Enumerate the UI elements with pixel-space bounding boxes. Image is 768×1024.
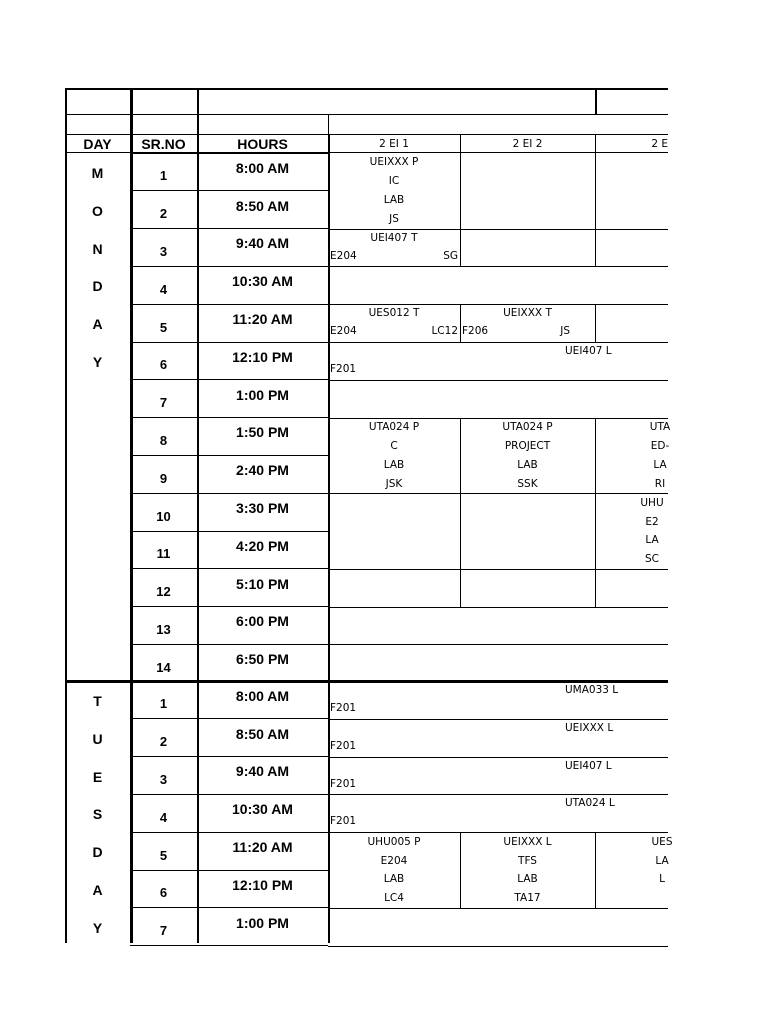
header-group-divider xyxy=(595,88,597,115)
tuesday-slot-number: 5 xyxy=(159,847,168,863)
monday-project-lab-line-3: LAB xyxy=(517,458,538,471)
tuesday-tfs-lab-line-2: TFS xyxy=(518,854,537,867)
monday-slot-time: 3:30 PM xyxy=(236,500,289,517)
tuesday-tfs-lab-line-1: UEIXXX L xyxy=(503,835,552,848)
monday-slot-time: 8:50 AM xyxy=(235,197,290,214)
monday-slot-time: 4:20 PM xyxy=(236,537,289,554)
tuesday-day-letter: Y xyxy=(92,919,103,936)
tuesday-slot-time: 8:00 AM xyxy=(235,687,290,704)
monday-c-lab-line-4: JSK xyxy=(385,477,403,490)
monday-ic-lab-line-4: JS xyxy=(389,213,399,226)
group-divider xyxy=(595,134,596,153)
hours-column-border xyxy=(328,114,329,134)
monday-slot-number: 6 xyxy=(159,357,168,373)
tuesday-slot-number: 1 xyxy=(159,696,168,712)
group-divider xyxy=(460,569,461,607)
cell-divider xyxy=(328,493,668,494)
monday-slot-number: 9 xyxy=(159,470,168,486)
monday-day-letter: D xyxy=(92,278,103,295)
tuesday-uhu-lab-line-3: LAB xyxy=(383,873,405,886)
cell-divider xyxy=(328,946,668,947)
monday-slot-number: 3 xyxy=(159,243,168,259)
cell-divider xyxy=(328,380,668,381)
group-header-2ei1: 2 EI 1 xyxy=(379,137,409,150)
cell-divider xyxy=(328,607,668,608)
monday-slot-time: 1:50 PM xyxy=(236,424,289,441)
tuesday-day-letter: D xyxy=(92,844,103,861)
monday-day-letter: M xyxy=(91,165,104,181)
monday-slot-number: 1 xyxy=(159,168,168,184)
cell-divider xyxy=(328,266,668,267)
srno-header: SR.NO xyxy=(141,135,186,152)
monday-project-lab-line-4: SSK xyxy=(517,477,538,490)
monday-uhu-lab-line-4: SC xyxy=(645,553,659,566)
monday-slot-number: 12 xyxy=(156,584,171,600)
day-header: DAY xyxy=(83,135,112,152)
monday-slot3-room: E204 xyxy=(330,249,357,262)
monday-slot5-c2-teacher: JS xyxy=(560,325,570,338)
monday-slot-time: 12:10 PM xyxy=(232,348,293,365)
tuesday-uhu-lab-line-4: LC4 xyxy=(384,892,404,905)
tuesday-slot-time: 12:10 PM xyxy=(232,876,293,893)
monday-day-letter: N xyxy=(92,240,103,257)
monday-slot6-room: F201 xyxy=(330,363,357,375)
monday-c-lab-line-2: C xyxy=(390,439,398,452)
group-divider xyxy=(460,153,461,229)
monday-slot-time: 2:40 PM xyxy=(236,462,289,479)
group-divider xyxy=(595,418,596,607)
monday-slot5-c1-teacher: LC12 xyxy=(431,325,458,338)
monday-slot-number: 2 xyxy=(159,206,168,222)
tuesday-slot-time: 8:50 AM xyxy=(235,725,290,742)
monday-ed-lab-line-1: UTA xyxy=(649,421,671,434)
header-row-divider xyxy=(65,114,668,115)
monday-slot-number: 10 xyxy=(156,508,171,524)
tuesday-slot4-code: UTA024 L xyxy=(565,797,615,810)
tuesday-slot-number: 3 xyxy=(159,771,168,787)
group-header-2e3: 2 E xyxy=(651,137,668,150)
tuesday-day-letter: U xyxy=(92,730,103,747)
monday-slot-time: 6:00 PM xyxy=(236,613,289,630)
monday-slot-time: 8:00 AM xyxy=(235,159,290,176)
tuesday-slot3-room: F201 xyxy=(330,777,357,790)
tuesday-slot-number: 2 xyxy=(159,734,168,750)
monday-ic-lab-line-3: LAB xyxy=(383,194,405,207)
tuesday-day-letter: E xyxy=(92,768,103,785)
group-divider xyxy=(460,134,461,153)
monday-uhu-lab-line-3: LA xyxy=(645,534,659,547)
monday-slot-time: 5:10 PM xyxy=(236,575,289,592)
monday-day-letter: A xyxy=(92,316,103,333)
cell-divider xyxy=(328,644,668,645)
monday-slot3-code: UEI407 T xyxy=(370,231,418,244)
monday-ed-lab-line-3: LA xyxy=(653,458,667,471)
tuesday-ues-lab-line-2: LA xyxy=(655,854,669,867)
tuesday-slot2-code: UEIXXX L xyxy=(565,721,614,734)
tuesday-day-letter: S xyxy=(92,806,103,823)
monday-project-lab-line-1: UTA024 P xyxy=(502,421,553,434)
monday-slot-number: 7 xyxy=(159,395,168,411)
monday-slot-time: 9:40 AM xyxy=(235,235,290,252)
monday-project-lab-line-2: PROJECT xyxy=(504,439,551,452)
tuesday-slot1-code: UMA033 L xyxy=(565,684,619,696)
group-divider xyxy=(595,153,596,229)
monday-uhu-lab-line-2: E2 xyxy=(645,515,659,528)
tuesday-slot-time: 9:40 AM xyxy=(235,763,290,780)
tuesday-slot-number: 6 xyxy=(159,885,168,901)
monday-slot-number: 5 xyxy=(159,319,168,335)
tuesday-slot-time: 11:20 AM xyxy=(232,839,293,856)
monday-slot-number: 8 xyxy=(159,432,168,448)
cell-divider xyxy=(328,569,668,570)
tuesday-ues-lab-line-1: UES xyxy=(651,835,673,848)
cell-divider xyxy=(328,908,668,909)
tuesday-slot-number: 7 xyxy=(159,923,168,939)
tuesday-slot1-room: F201 xyxy=(330,702,357,714)
tuesday-slot3-code: UEI407 L xyxy=(565,759,612,772)
hours-header: HOURS xyxy=(237,135,288,152)
tuesday-slot-number: 4 xyxy=(159,809,168,825)
monday-slot-number: 4 xyxy=(159,281,168,297)
monday-day-letter: O xyxy=(92,202,103,219)
tuesday-ues-lab-line-3: L xyxy=(659,873,665,886)
tuesday-tfs-lab-line-4: TA17 xyxy=(514,892,541,905)
monday-slot-number: 11 xyxy=(156,546,171,562)
tuesday-tfs-lab-line-3: LAB xyxy=(517,873,538,886)
monday-slot-time: 10:30 AM xyxy=(232,273,293,290)
monday-slot-time: 11:20 AM xyxy=(232,311,293,328)
group-divider xyxy=(595,304,596,342)
monday-day-letter: Y xyxy=(92,354,103,370)
monday-ed-lab-line-4: RI xyxy=(654,477,666,490)
monday-slot6-code: UEI407 L xyxy=(565,345,612,357)
monday-ed-lab-line-2: ED- xyxy=(650,439,670,452)
tuesday-slot2-room: F201 xyxy=(330,739,357,752)
monday-slot5-c1-room: E204 xyxy=(330,325,357,338)
group-header-2ei2: 2 EI 2 xyxy=(512,137,543,150)
monday-slot5-c2-code: UEIXXX T xyxy=(503,307,552,320)
monday-slot-number: 13 xyxy=(156,621,171,637)
monday-c-lab-line-3: LAB xyxy=(383,458,405,471)
monday-ic-lab-line-2: IC xyxy=(388,175,400,188)
tuesday-uhu-lab-line-2: E204 xyxy=(380,854,408,867)
group-divider xyxy=(595,832,596,908)
tuesday-uhu-lab-line-1: UHU005 P xyxy=(367,835,421,848)
tuesday-slot-time: 10:30 AM xyxy=(232,801,293,818)
group-divider xyxy=(595,229,596,267)
tuesday-slot4-room: F201 xyxy=(330,815,357,828)
monday-slot-time: 1:00 PM xyxy=(236,386,289,403)
group-divider xyxy=(460,229,461,267)
monday-uhu-lab-line-1: UHU xyxy=(640,496,664,509)
tuesday-day-letter: T xyxy=(93,693,102,709)
tuesday-slot-time: 1:00 PM xyxy=(236,914,289,931)
monday-slot-time: 6:50 PM xyxy=(236,651,289,668)
monday-ic-lab-line-1: UEIXXX P xyxy=(369,156,419,169)
monday-slot5-c1-code: UES012 T xyxy=(368,307,420,320)
monday-slot-number: 14 xyxy=(156,659,171,675)
monday-slot3-teacher: SG xyxy=(443,249,458,262)
monday-slot5-c2-room: F206 xyxy=(462,325,489,338)
tuesday-day-letter: A xyxy=(92,882,103,898)
monday-c-lab-line-1: UTA024 P xyxy=(368,421,420,434)
header-top-border xyxy=(65,88,668,90)
